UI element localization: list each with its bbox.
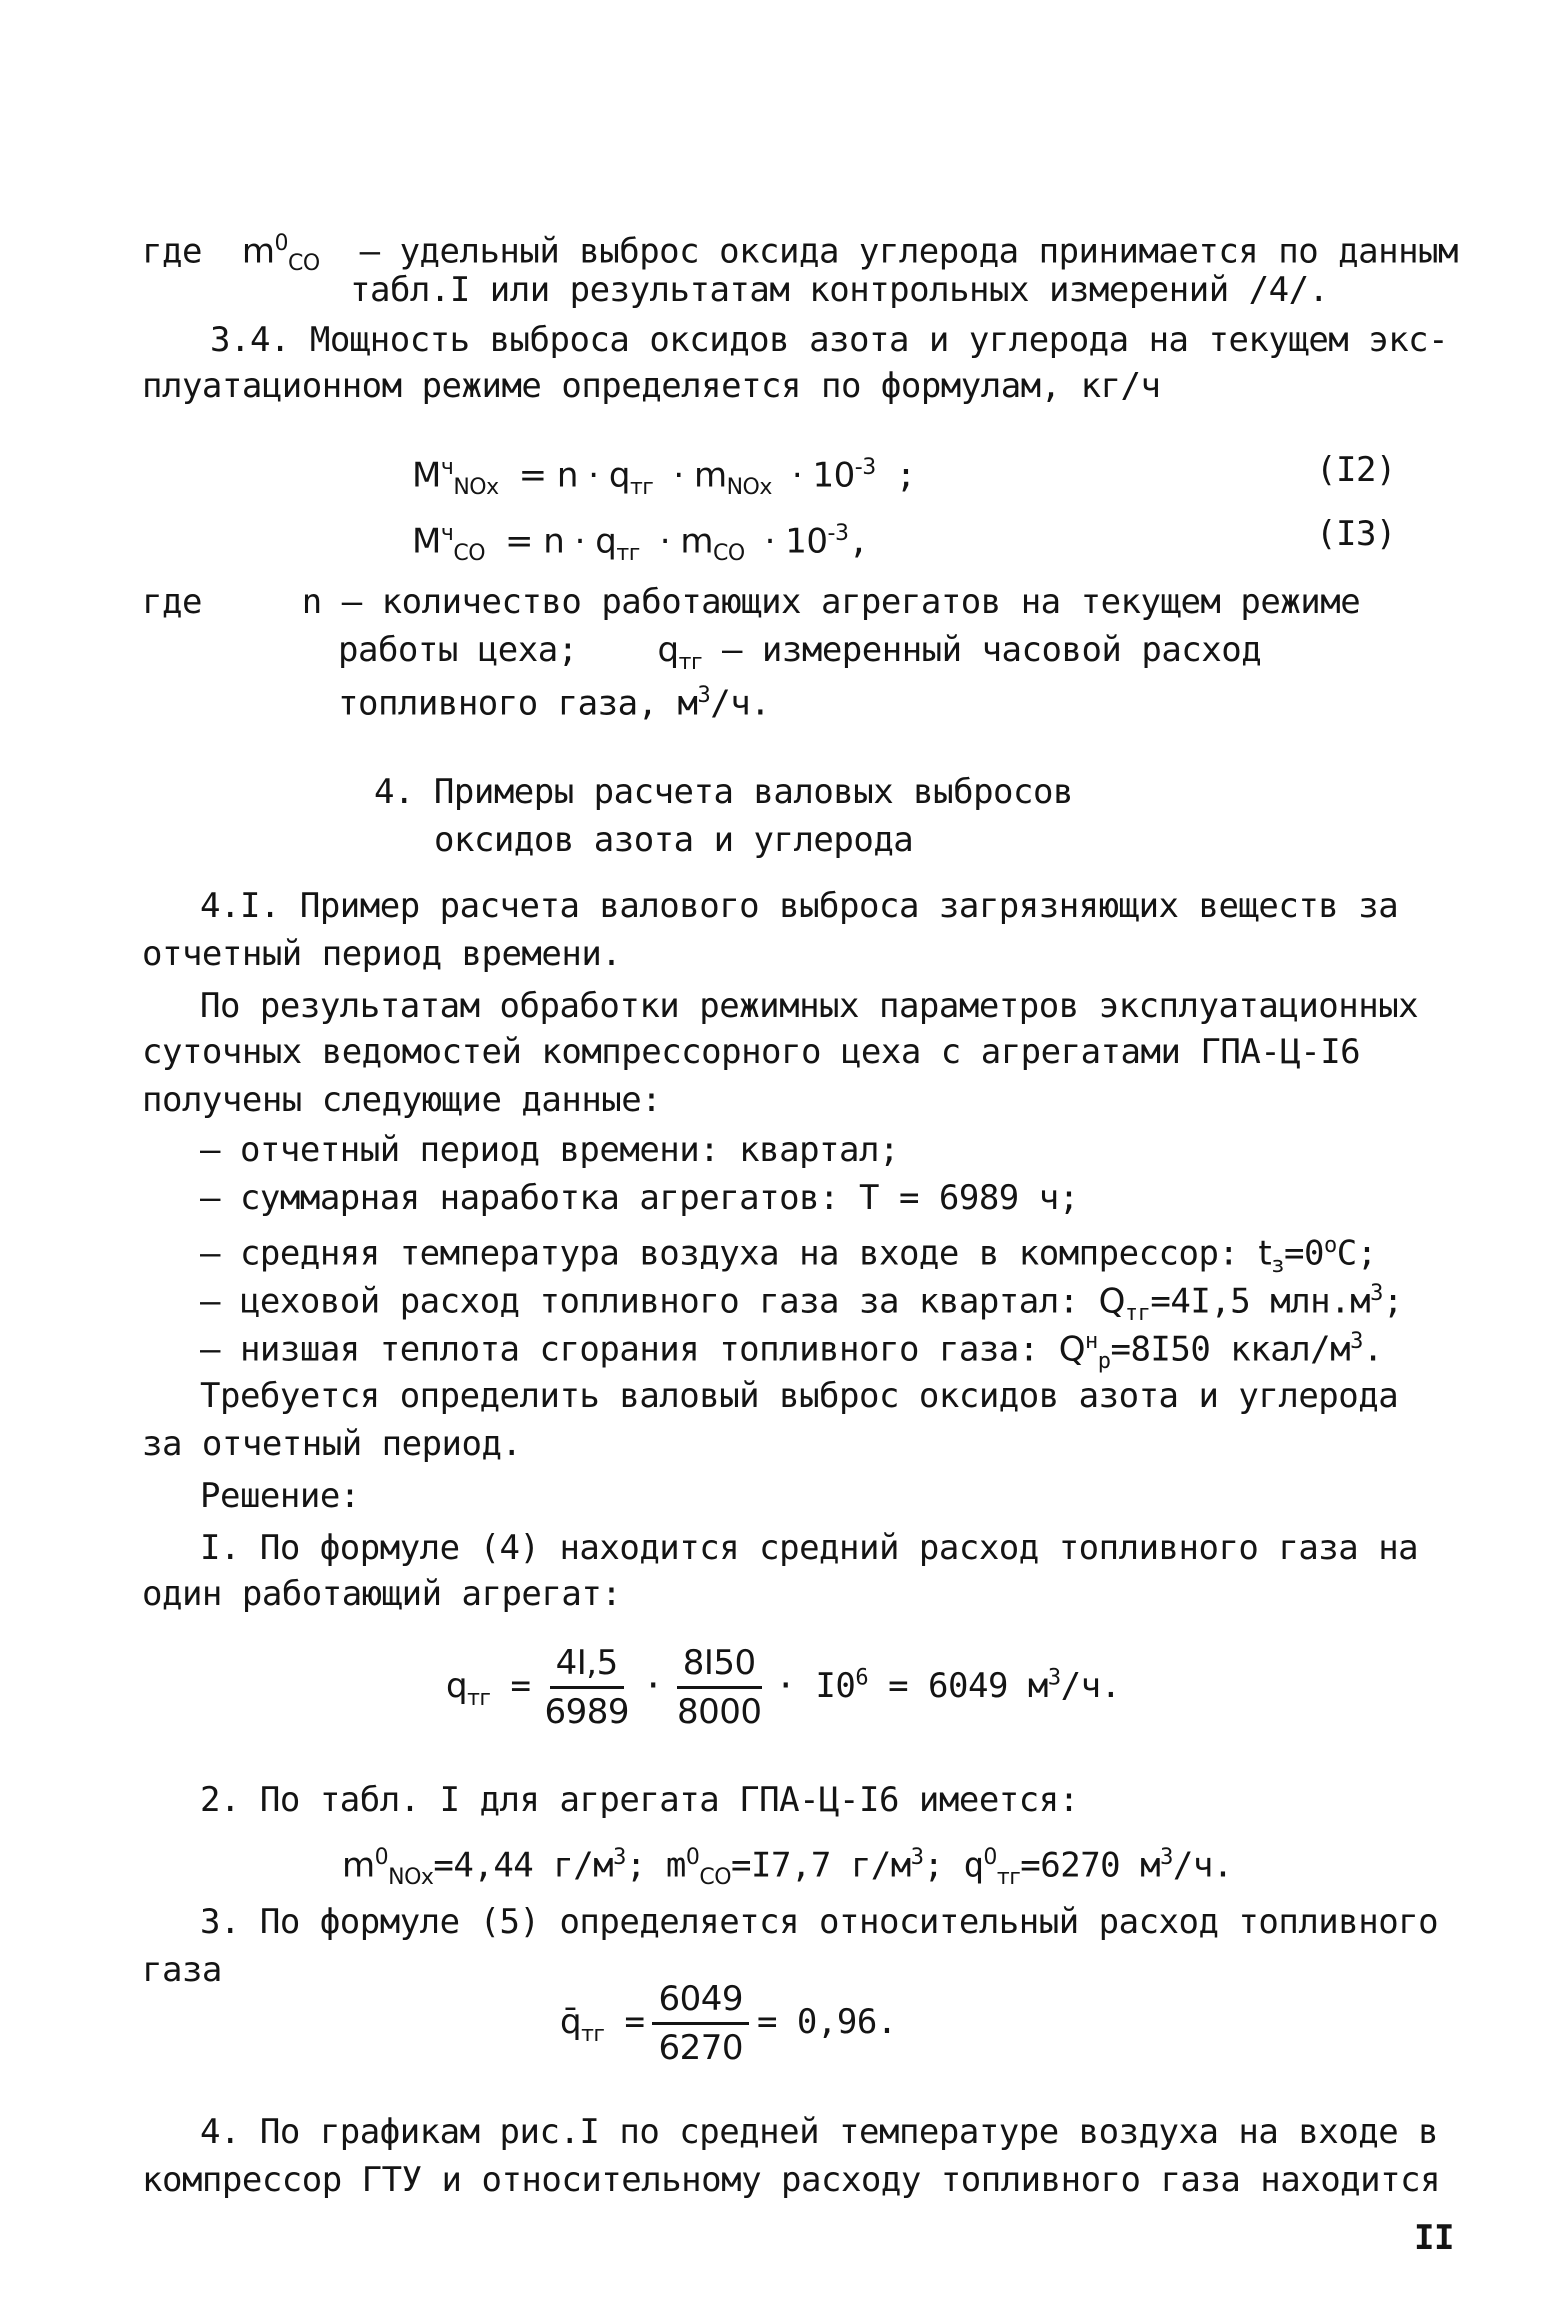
formula-relative-flow: $q̄_{тг}$ = $\frac{6049}{6270}$ = 0,96. (560, 1976, 897, 2071)
text-line: газа (142, 1950, 222, 1990)
formula-calc-flow: $q_{тг}$ = $\frac{4I,5}{6989}$ · $\frac{8I50}{8000}$ · $I0^6 = 6049$ $м^3/ч$. (446, 1640, 1121, 1735)
page-number: II (1414, 2218, 1454, 2258)
text-line: работы цеха; $q_{тг}$ – измеренный часовой расход (338, 630, 1262, 675)
text-line: компрессор ГТУ и относительному расходу топливного газа находится (142, 2160, 1441, 2200)
list-item: – отчетный период времени: квартал; (200, 1130, 899, 1170)
list-item: – средняя температура воздуха на входе в компрессор: $t_з=0^oC$; (200, 1233, 1377, 1279)
text-line: I. По формуле (4) находится средний расход топливного газа на (200, 1528, 1419, 1568)
text-line: топливного газа, $м^3/ч$. (338, 683, 771, 724)
text-line: табл.I или результатам контрольных измерений /4/. (350, 270, 1329, 310)
text-line: где $m^0_{CO}$ – удельный выброс оксида углерода принимается по данным (142, 231, 1458, 277)
text-line: По результатам обработки режимных параметров эксплуатационных (200, 986, 1419, 1026)
fraction: $\frac{4I,5}{6989}$ (538, 1640, 635, 1735)
equation-number: (I3) (1316, 514, 1396, 554)
text-line: отчетный период времени. (142, 934, 622, 974)
text-line: 4. По графикам рис.I по средней температуре воздуха на входе в (200, 2112, 1439, 2152)
list-item: – низшая теплота сгорания топливного газа: $Q^н_р=8I50$ ккал/$м^3$. (200, 1329, 1383, 1375)
list-item: – цеховой расход топливного газа за квартал: $Q_{тг}=4I,5$ $млн.м^3$; (200, 1281, 1403, 1327)
fraction: $\frac{8I50}{8000}$ (671, 1640, 768, 1735)
text-line: суточных ведомостей компрессорного цеха с агрегатами ГПА-Ц-I6 (142, 1032, 1361, 1072)
text-line: 3.4. Мощность выброса оксидов азота и углерода на текущем экс- (210, 320, 1449, 360)
text-line: за отчетный период. (142, 1424, 522, 1464)
text-line: Требуется определить валовый выброс оксидов азота и углерода (200, 1376, 1399, 1416)
text-line: 2. По табл. I для агрегата ГПА-Ц-I6 имеется: (200, 1780, 1079, 1820)
section-heading: 4. Примеры расчета валовых выбросов (374, 772, 1073, 812)
text-line: где n – количество работающих агрегатов на текущем режиме (142, 582, 1361, 622)
text-line: получены следующие данные: (142, 1080, 662, 1120)
list-item: – суммарная наработка агрегатов: T = 6989 ч; (200, 1178, 1079, 1218)
fraction: $\frac{6049}{6270}$ (652, 1976, 749, 2071)
equation-number: (I2) (1316, 450, 1396, 490)
text-line: 4.I. Пример расчета валового выброса загрязняющих веществ за (200, 886, 1399, 926)
formula-13: $M^ч_{CO} = n \cdot q_{тг} \cdot m_{CO} \cdot 10^{-3}$, (412, 521, 869, 567)
section-heading: оксидов азота и углерода (434, 820, 914, 860)
text-line: Решение: (200, 1476, 360, 1516)
text-line: один работающий агрегат: (142, 1574, 622, 1614)
formula-12: $M^ч_{NOx} = n \cdot q_{тг} \cdot m_{NOx} \cdot 10^{-3}$ ; (412, 455, 916, 501)
text-line: плуатационном режиме определяется по формулам, кг/ч (142, 366, 1161, 406)
text-line: 3. По формуле (5) определяется относительный расход топливного (200, 1902, 1439, 1942)
formula-table-values: $m^0_{NOx}=4,44$ $г/м^3$; $m^0_{CO}=I7,7$ $г/м^3$; $q^0_{тг}=6270$ $м^3/ч$. (342, 1845, 1233, 1891)
